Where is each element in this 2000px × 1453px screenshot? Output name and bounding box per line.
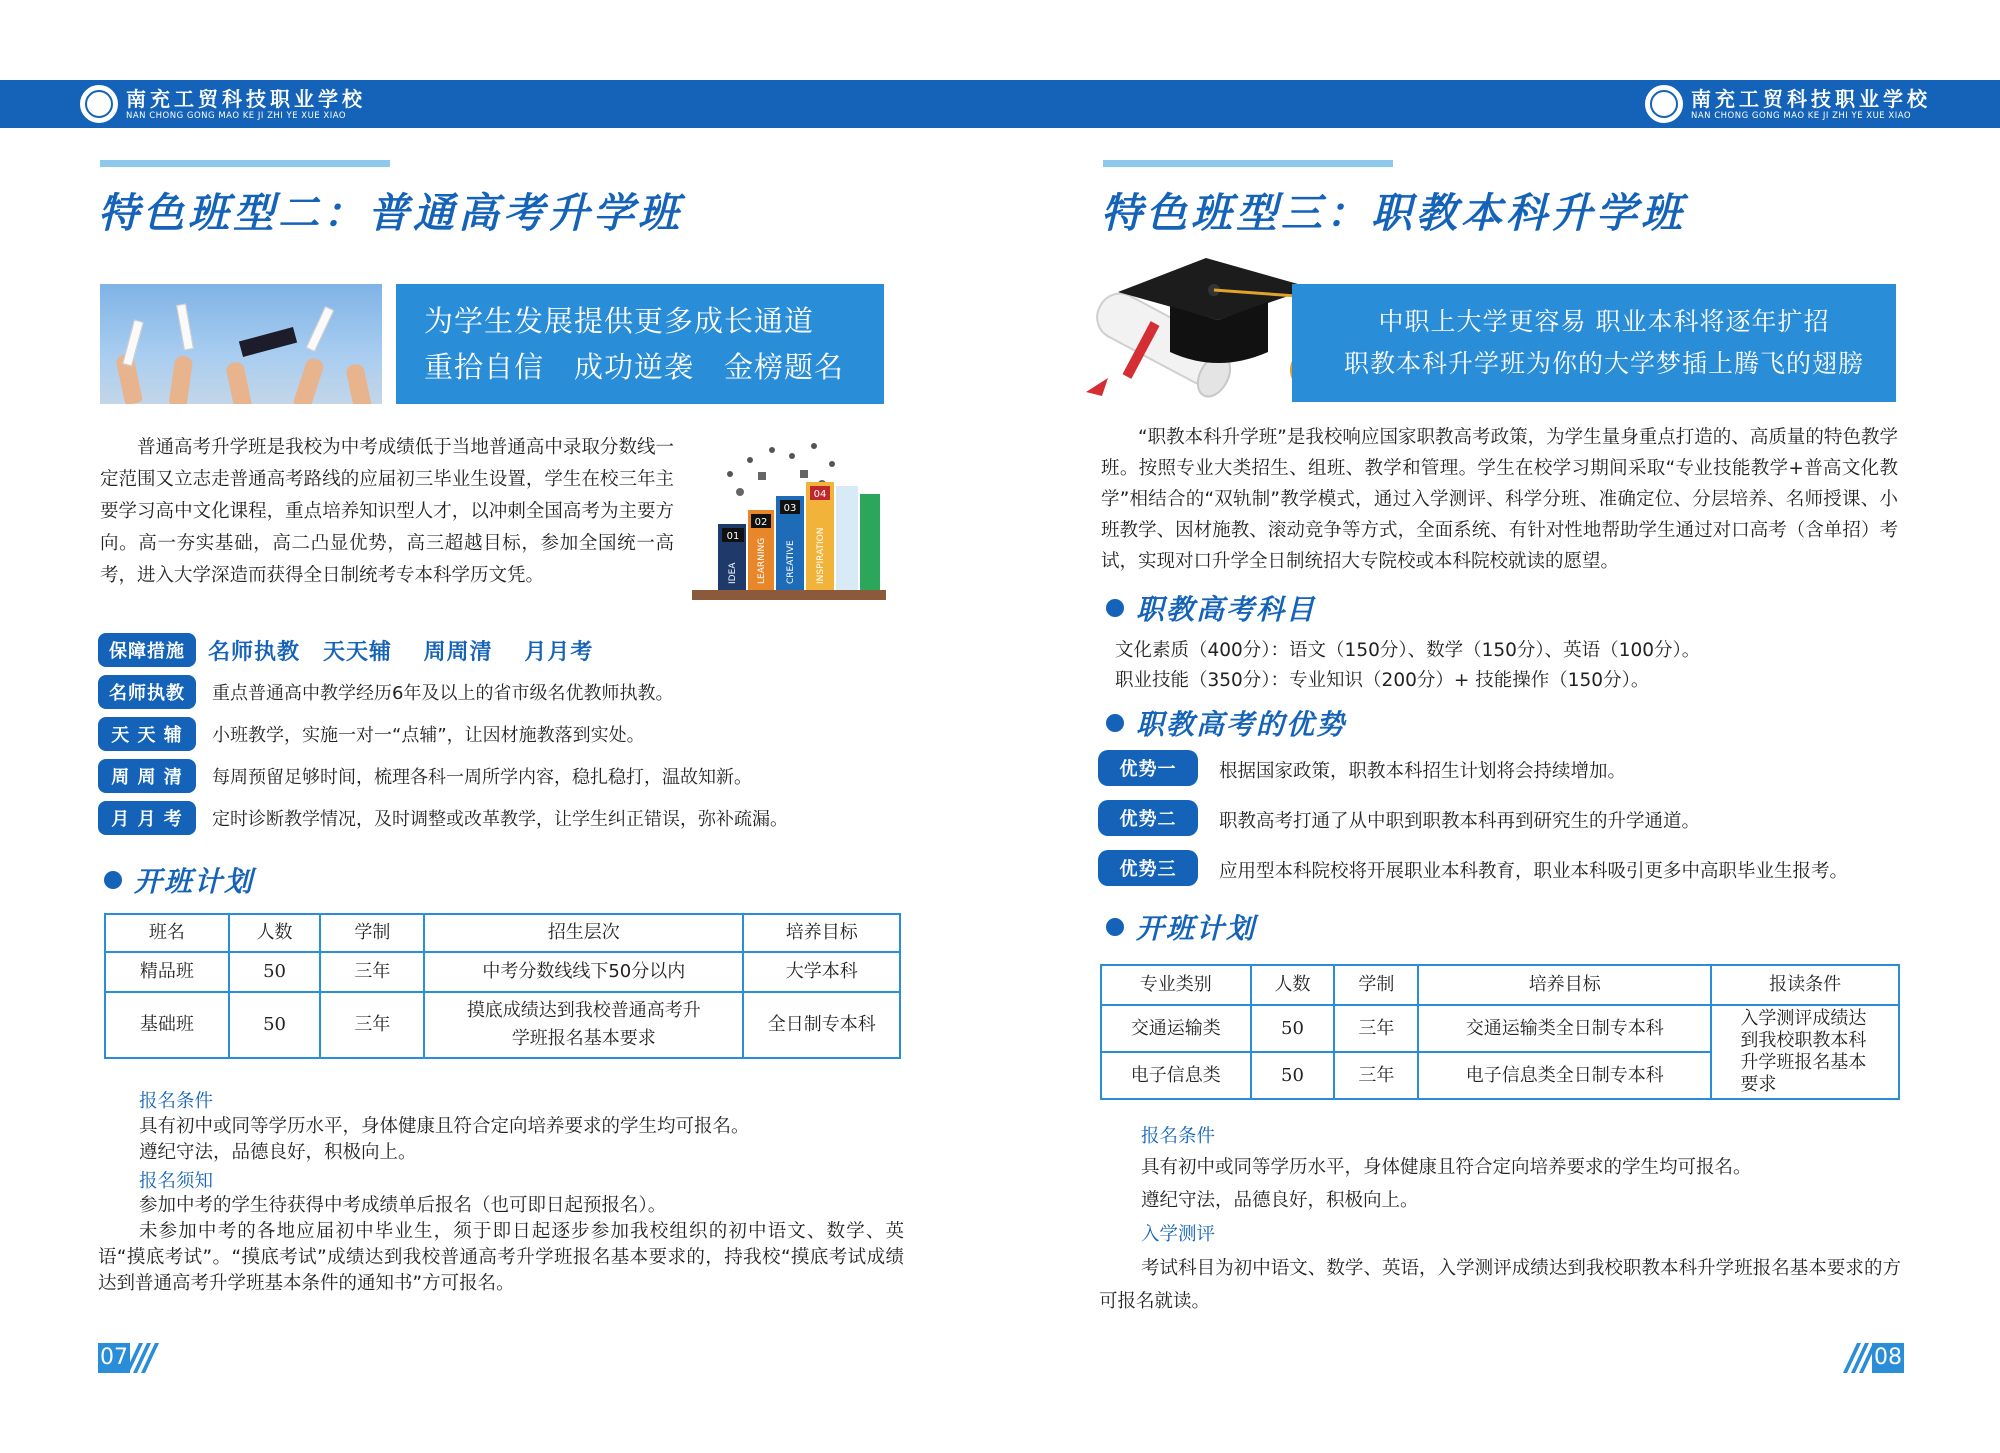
book-spine-label: LEARNING [757, 537, 767, 584]
banner-line: 中职上大学更容易 职业本科将逐年扩招 [1378, 307, 1830, 336]
table-cell: 大学本科 [743, 952, 900, 992]
table-cell: 精品班 [105, 952, 229, 992]
requirements-label: 报名条件 [1141, 1126, 1216, 1147]
table-header-cell: 学制 [1334, 965, 1418, 1005]
table-header-cell: 培养目标 [1418, 965, 1711, 1005]
book-spine-label: INSPIRATION [816, 527, 826, 584]
table-cell: 50 [229, 952, 321, 992]
advantage-desc: 根据国家政策，职教本科招生计划将会持续增加。 [1219, 761, 1627, 782]
page-title: 特色班型二：普通高考升学班 [98, 189, 683, 237]
table-cell: 电子信息类 [1101, 1052, 1251, 1099]
header-bar [0, 80, 2000, 128]
table-row [105, 952, 900, 992]
measure-desc: 小班教学，实施一对一“点辅”，让因材施教落到实处。 [212, 725, 645, 746]
school-name-cn: 南充工贸科技职业学校 [1691, 86, 1931, 111]
measure-row [98, 717, 645, 751]
section-heading-text: 开班计划 [1136, 912, 1257, 945]
table-header-cell: 人数 [229, 914, 321, 952]
left-page [0, 128, 1000, 1453]
advantage-tag: 优势一 [1098, 750, 1198, 786]
table-header-cell: 班名 [105, 914, 229, 952]
intro-paragraph: 普通高考升学班是我校为中考成绩低于当地普通高中录取分数线一定范围又立志走普通高考路线的应届初三毕业生设置，学生在校三年主要学习高中文化课程，重点培养知识型人才，以冲刺全国高考为主要方向。高一夯实基础，高二凸显优势，高三超越目标，参加全国统一高考，进入大学深造而获得全日制统考专本科学历文凭。 [100, 437, 674, 586]
table-cell: 三年 [1334, 1005, 1418, 1052]
banner-line: 职教本科升学班为你的大学梦插上腾飞的翅膀 [1343, 349, 1864, 378]
class-plan-table [104, 913, 901, 1059]
table-cell-merged: 入学测评成绩达到我校职教本科升学班报名基本要求 [1711, 1005, 1899, 1099]
table-cell: 电子信息类全日制专本科 [1418, 1052, 1711, 1099]
slogan-banner [396, 284, 884, 404]
table-cell: 中考分数线线下50分以内 [424, 952, 743, 992]
advantage-desc: 职教高考打通了从中职到职教本科再到研究生的升学通道。 [1219, 811, 1701, 832]
school-logo-right [1645, 85, 1931, 123]
notice-line: 参加中考的学生待获得中考成绩单后报名（也可即日起预报名）。 [139, 1195, 667, 1216]
table-cell: 50 [229, 992, 321, 1058]
table-cell: 全日制专本科 [743, 992, 900, 1058]
notice-paragraph: 未参加中考的各地应届初中毕业生，须于即日起逐步参加我校组织的初中语文、数学、英语“摸底考试”。“摸底考试”成绩达到我校普通高考升学班报名基本要求的，持我校“摸底考试成绩达到普通高考升学班基本条件的通知书”方可报名。 [98, 1221, 904, 1294]
table-cell: 摸底成绩达到我校普通高考升学班报名基本要求 [424, 992, 743, 1058]
school-logo-left [80, 85, 366, 123]
slash-decoration [130, 1343, 154, 1373]
entrance-test-paragraph: 考试科目为初中语文、数学、英语，入学测评成绩达到我校职教本科升学班报名基本要求的方可报名就读。 [1099, 1258, 1901, 1312]
requirement-line: 具有初中或同等学历水平，身体健康且符合定向培养要求的学生均可报名。 [139, 1116, 750, 1137]
measure-row [98, 675, 673, 709]
bullet-dot-icon [104, 871, 122, 889]
measure-tag: 名师执教 [98, 675, 196, 709]
table-cell: 基础班 [105, 992, 229, 1058]
class-plan-table [1100, 964, 1900, 1100]
books-illustration [688, 434, 888, 600]
subject-line: 文化素质（400分）：语文（150分）、数学（150分）、英语（100分）。 [1115, 640, 1701, 661]
measure-slogan: 名师执教 天天辅 周周清 月月考 [208, 639, 594, 665]
table-cell: 交通运输类全日制专本科 [1418, 1005, 1711, 1052]
measure-desc: 每周预留足够时间，梳理各科一周所学内容，稳扎稳打，温故知新。 [212, 767, 752, 788]
section-heading [1106, 588, 1316, 628]
measure-row [98, 801, 788, 835]
book-number: 04 [813, 489, 827, 500]
table-header-row [1101, 965, 1899, 1005]
entrance-test-label: 入学测评 [1141, 1224, 1216, 1245]
table-cell: 交通运输类 [1101, 1005, 1251, 1052]
book-number: 03 [783, 503, 797, 514]
school-name-cn: 南充工贸科技职业学校 [126, 86, 366, 111]
banner-line: 为学生发展提供更多成长通道 [424, 304, 815, 338]
section-heading [1106, 703, 1346, 743]
page-number [98, 1343, 154, 1373]
requirement-line: 具有初中或同等学历水平，身体健康且符合定向培养要求的学生均可报名。 [1141, 1157, 1752, 1178]
requirement-line: 遵纪守法，品德良好，积极向上。 [1141, 1190, 1419, 1211]
page-title: 特色班型三：职教本科升学班 [1101, 189, 1686, 237]
table-header-cell: 人数 [1251, 965, 1335, 1005]
table-header-cell: 报读条件 [1711, 965, 1899, 1005]
measure-desc: 定时诊断教学情况，及时调整或改革教学，让学生纠正错误，弥补疏漏。 [212, 809, 788, 830]
section-heading [1106, 907, 1256, 947]
section-heading-text: 开班计划 [134, 865, 255, 898]
section-heading [104, 860, 254, 900]
measure-tag: 月 月 考 [98, 801, 196, 835]
advantage-tag: 优势二 [1098, 800, 1198, 836]
school-seal-icon [1645, 85, 1683, 123]
measure-desc: 重点普通高中教学经历6年及以上的省市级名优教师执教。 [212, 683, 674, 704]
measure-row [98, 759, 752, 793]
measure-tag: 周 周 清 [98, 759, 196, 793]
book-spine-label: IDEA [728, 562, 738, 584]
table-cell: 三年 [320, 952, 424, 992]
table-row [105, 992, 900, 1058]
title-accent-bar [1103, 160, 1393, 167]
title-accent-bar [100, 160, 390, 167]
bullet-dot-icon [1106, 714, 1124, 732]
table-header-cell: 学制 [320, 914, 424, 952]
table-header-cell: 招生层次 [424, 914, 743, 952]
right-page [1000, 128, 2000, 1453]
book-number: 01 [726, 531, 740, 542]
table-header-cell: 培养目标 [743, 914, 900, 952]
measure-row [98, 633, 593, 667]
slogan-banner [1292, 284, 1896, 402]
book-number: 02 [754, 517, 768, 528]
table-cell: 50 [1251, 1005, 1335, 1052]
subject-line: 职业技能（350分）：专业知识（200分）+ 技能操作（150分）。 [1115, 670, 1650, 691]
page-number-text: 08 [1872, 1343, 1904, 1373]
table-header-cell: 专业类别 [1101, 965, 1251, 1005]
measure-tag: 保障措施 [98, 633, 196, 667]
intro-paragraph: “职教本科升学班”是我校响应国家职教高考政策，为学生量身重点打造的、高质量的特色教学班。按照专业大类招生、组班、教学和管理。学生在校学习期间采取“专业技能教学+普高文化教学”相结合的“双轨制”教学模式，通过入学测评、科学分班、准确定位、分层培养、名师授课、小班教学、因材施教、滚动竞争等方式，全面系统、有针对性地帮助学生通过对口高考（含单招）考试，实现对口升学全日制统招大专院校或本科院校就读的愿望。 [1101, 427, 1898, 572]
school-seal-icon [80, 85, 118, 123]
page-number [1848, 1343, 1904, 1373]
table-cell: 三年 [1334, 1052, 1418, 1099]
page-number-text: 07 [98, 1343, 130, 1373]
graduation-photo [100, 284, 382, 404]
requirement-line: 遵纪守法，品德良好，积极向上。 [139, 1142, 417, 1163]
notice-label: 报名须知 [139, 1171, 214, 1192]
school-name-en: NAN CHONG GONG MAO KE JI ZHI YE XUE XIAO [1691, 110, 1912, 121]
bullet-dot-icon [1106, 918, 1124, 936]
slash-decoration [1848, 1343, 1872, 1373]
table-header-row [105, 914, 900, 952]
school-name-en: NAN CHONG GONG MAO KE JI ZHI YE XUE XIAO [126, 110, 347, 121]
requirements-label: 报名条件 [139, 1091, 214, 1112]
measure-tag: 天 天 辅 [98, 717, 196, 751]
table-cell: 50 [1251, 1052, 1335, 1099]
advantage-desc: 应用型本科院校将开展职业本科教育，职业本科吸引更多中高职毕业生报考。 [1219, 861, 1849, 882]
section-heading-text: 职教高考科目 [1136, 593, 1317, 626]
advantage-tag: 优势三 [1098, 850, 1198, 886]
section-heading-text: 职教高考的优势 [1136, 708, 1347, 741]
book-spine-label: CREATIVE [786, 540, 796, 584]
bullet-dot-icon [1106, 599, 1124, 617]
banner-line: 重拾自信 成功逆袭 金榜题名 [424, 350, 845, 384]
table-row [1101, 1005, 1899, 1052]
table-cell: 三年 [320, 992, 424, 1058]
